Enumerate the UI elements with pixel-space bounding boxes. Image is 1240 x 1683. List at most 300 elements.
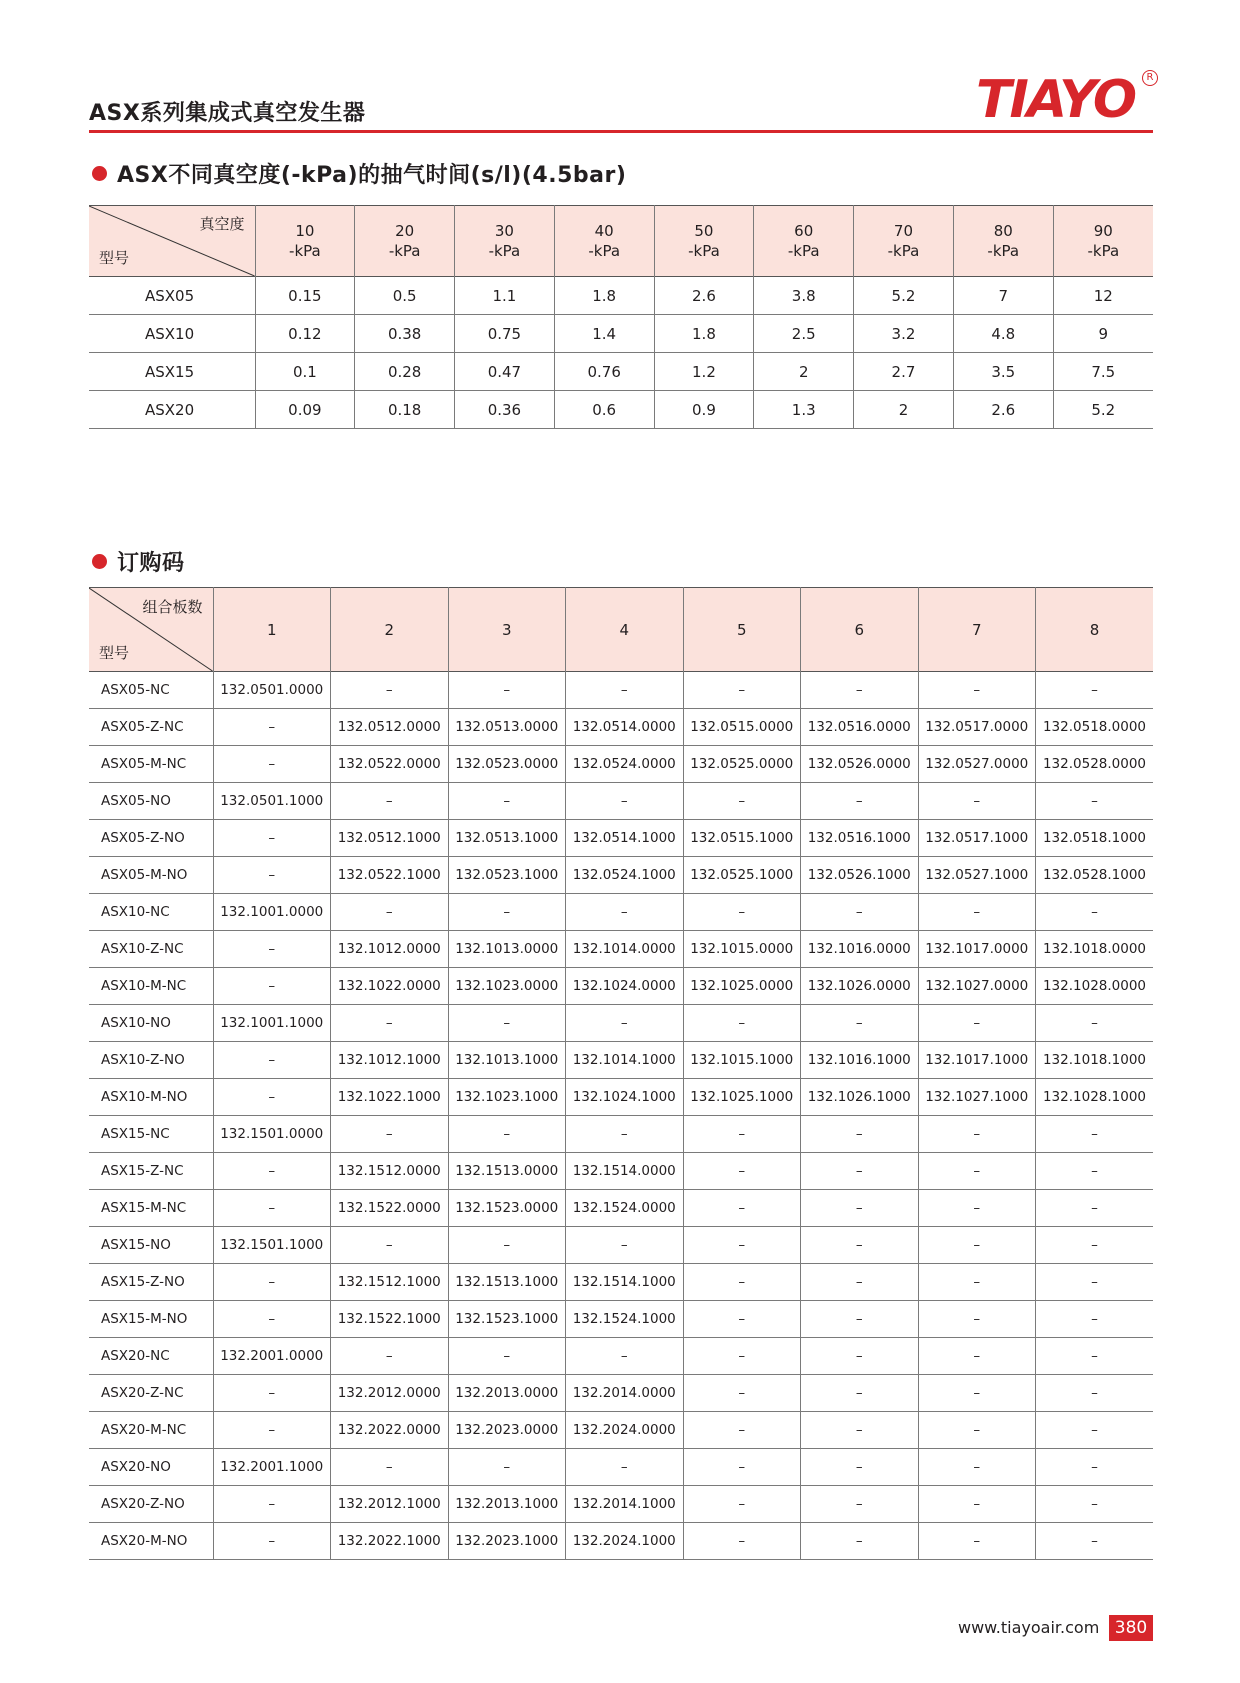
order-code-cell: –: [801, 1375, 919, 1412]
order-code-cell: 132.1001.1000: [213, 1005, 331, 1042]
table-row: [89, 1153, 1153, 1190]
order-code-cell: 132.0525.1000: [683, 857, 801, 894]
order-code-cell: 132.0524.1000: [566, 857, 684, 894]
order-code-cell: –: [801, 1486, 919, 1523]
column-header-value: 90: [1093, 222, 1113, 240]
column-header: [654, 206, 754, 277]
value-cell: 2.5: [754, 315, 854, 353]
value-cell: 0.36: [455, 391, 555, 429]
column-header: [754, 206, 854, 277]
model-cell: ASX10-Z-NO: [89, 1042, 213, 1079]
order-code-cell: –: [918, 1338, 1036, 1375]
page-title: ASX系列集成式真空发生器: [89, 101, 366, 126]
table-header-row: [89, 588, 1153, 672]
order-code-cell: 132.1026.1000: [801, 1079, 919, 1116]
order-code-cell: 132.1022.1000: [331, 1079, 449, 1116]
order-code-cell: 132.1023.0000: [448, 968, 566, 1005]
order-code-cell: 132.0527.0000: [918, 746, 1036, 783]
order-code-cell: –: [801, 1301, 919, 1338]
value-cell: 1.4: [554, 315, 654, 353]
order-code-cell: –: [566, 1005, 684, 1042]
value-cell: 0.9: [654, 391, 754, 429]
order-code-cell: –: [213, 746, 331, 783]
corner-label-model: 型号: [99, 249, 130, 267]
model-cell: ASX15: [89, 353, 255, 391]
order-code-cell: –: [1036, 1412, 1154, 1449]
order-code-cell: –: [918, 1153, 1036, 1190]
order-code-cell: 132.1523.0000: [448, 1190, 566, 1227]
order-code-cell: –: [448, 1449, 566, 1486]
order-code-cell: 132.1513.1000: [448, 1264, 566, 1301]
model-cell: ASX05-M-NO: [89, 857, 213, 894]
column-header: [455, 206, 555, 277]
bullet-icon: [92, 554, 107, 569]
order-code-cell: 132.0501.1000: [213, 783, 331, 820]
order-code-cell: –: [213, 1301, 331, 1338]
value-cell: 0.6: [554, 391, 654, 429]
column-header: 3: [448, 588, 566, 672]
order-code-cell: –: [213, 1264, 331, 1301]
column-header-unit: -kPa: [289, 242, 321, 260]
value-cell: 4.8: [953, 315, 1053, 353]
value-cell: 3.2: [854, 315, 954, 353]
table-row: [89, 1486, 1153, 1523]
section-title-evacuation: [92, 158, 626, 189]
order-code-cell: –: [801, 1412, 919, 1449]
order-code-cell: –: [448, 672, 566, 709]
value-cell: 0.18: [355, 391, 455, 429]
value-cell: 1.1: [455, 277, 555, 315]
value-cell: 0.5: [355, 277, 455, 315]
order-code-cell: –: [448, 1227, 566, 1264]
order-code-cell: –: [448, 894, 566, 931]
order-code-cell: 132.1013.0000: [448, 931, 566, 968]
order-code-cell: 132.1018.1000: [1036, 1042, 1154, 1079]
order-code-cell: –: [1036, 1486, 1154, 1523]
order-code-cell: 132.2024.1000: [566, 1523, 684, 1560]
order-code-cell: 132.1501.1000: [213, 1227, 331, 1264]
header-corner-cell: [89, 206, 255, 277]
value-cell: 7.5: [1053, 353, 1153, 391]
order-code-cell: 132.1027.1000: [918, 1079, 1036, 1116]
column-header: [355, 206, 455, 277]
order-code-cell: –: [918, 1523, 1036, 1560]
order-code-cell: 132.1016.0000: [801, 931, 919, 968]
table-row: [89, 277, 1153, 315]
order-code-cell: 132.1015.0000: [683, 931, 801, 968]
section-title-order-code: [92, 546, 185, 577]
order-code-cell: 132.0523.0000: [448, 746, 566, 783]
order-code-table: [89, 587, 1153, 1560]
order-code-cell: –: [683, 1301, 801, 1338]
order-code-cell: –: [331, 1116, 449, 1153]
value-cell: 0.15: [255, 277, 355, 315]
value-cell: 0.76: [554, 353, 654, 391]
order-code-cell: 132.0526.0000: [801, 746, 919, 783]
order-code-cell: –: [1036, 1005, 1154, 1042]
order-code-cell: –: [1036, 1264, 1154, 1301]
order-code-cell: 132.1013.1000: [448, 1042, 566, 1079]
order-code-cell: –: [566, 1227, 684, 1264]
value-cell: 2.6: [654, 277, 754, 315]
model-cell: ASX20-M-NC: [89, 1412, 213, 1449]
order-code-cell: –: [918, 1301, 1036, 1338]
order-code-cell: 132.0514.0000: [566, 709, 684, 746]
order-code-cell: –: [683, 1338, 801, 1375]
order-code-cell: 132.1522.1000: [331, 1301, 449, 1338]
order-code-cell: –: [683, 1523, 801, 1560]
value-cell: 9: [1053, 315, 1153, 353]
model-cell: ASX10-M-NC: [89, 968, 213, 1005]
column-header: 1: [213, 588, 331, 672]
order-code-cell: –: [801, 1523, 919, 1560]
order-code-cell: 132.1012.1000: [331, 1042, 449, 1079]
order-code-cell: 132.2022.1000: [331, 1523, 449, 1560]
column-header: [953, 206, 1053, 277]
order-code-cell: 132.0522.0000: [331, 746, 449, 783]
value-cell: 2: [854, 391, 954, 429]
order-code-cell: 132.1524.0000: [566, 1190, 684, 1227]
model-cell: ASX10-Z-NC: [89, 931, 213, 968]
column-header: 8: [1036, 588, 1154, 672]
model-cell: ASX15-NC: [89, 1116, 213, 1153]
model-cell: ASX15-M-NO: [89, 1301, 213, 1338]
order-code-cell: –: [1036, 1375, 1154, 1412]
order-code-cell: –: [683, 1005, 801, 1042]
page-number: 380: [1109, 1615, 1153, 1641]
order-code-cell: 132.2022.0000: [331, 1412, 449, 1449]
value-cell: 2.7: [854, 353, 954, 391]
order-code-cell: 132.1024.1000: [566, 1079, 684, 1116]
order-code-cell: –: [1036, 1449, 1154, 1486]
order-code-cell: 132.0524.0000: [566, 746, 684, 783]
order-code-cell: 132.0523.1000: [448, 857, 566, 894]
value-cell: 0.28: [355, 353, 455, 391]
value-cell: 0.75: [455, 315, 555, 353]
order-code-cell: 132.1524.1000: [566, 1301, 684, 1338]
order-code-cell: –: [448, 1338, 566, 1375]
column-header: 6: [801, 588, 919, 672]
table-row: [89, 1042, 1153, 1079]
order-code-cell: –: [213, 1153, 331, 1190]
order-code-cell: –: [801, 1264, 919, 1301]
table-row: [89, 1449, 1153, 1486]
section-title-text: 订购码: [117, 551, 185, 576]
registered-mark-icon: R: [1142, 70, 1158, 86]
order-code-cell: 132.2014.0000: [566, 1375, 684, 1412]
order-code-cell: –: [448, 1116, 566, 1153]
column-header-unit: -kPa: [787, 242, 820, 260]
order-code-cell: 132.1028.0000: [1036, 968, 1154, 1005]
order-code-cell: 132.2013.0000: [448, 1375, 566, 1412]
column-header-value: 40: [594, 222, 614, 240]
order-code-cell: 132.1522.0000: [331, 1190, 449, 1227]
order-code-cell: 132.1012.0000: [331, 931, 449, 968]
value-cell: 7: [953, 277, 1053, 315]
model-cell: ASX15-M-NC: [89, 1190, 213, 1227]
value-cell: 0.1: [255, 353, 355, 391]
order-code-cell: –: [1036, 1523, 1154, 1560]
order-code-cell: 132.1513.0000: [448, 1153, 566, 1190]
order-code-cell: –: [683, 1375, 801, 1412]
model-cell: ASX20-Z-NO: [89, 1486, 213, 1523]
order-code-cell: 132.0513.1000: [448, 820, 566, 857]
order-code-cell: –: [331, 1227, 449, 1264]
table-row: [89, 1264, 1153, 1301]
column-header: 2: [331, 588, 449, 672]
order-code-cell: –: [1036, 1190, 1154, 1227]
order-code-cell: 132.1018.0000: [1036, 931, 1154, 968]
model-cell: ASX20: [89, 391, 255, 429]
column-header: [1053, 206, 1153, 277]
table-row: [89, 1523, 1153, 1560]
order-code-cell: –: [213, 1375, 331, 1412]
order-code-cell: 132.0527.1000: [918, 857, 1036, 894]
order-code-cell: –: [213, 931, 331, 968]
order-code-cell: –: [918, 1264, 1036, 1301]
order-code-cell: –: [331, 1338, 449, 1375]
order-code-cell: –: [918, 894, 1036, 931]
header-divider: [89, 130, 1153, 133]
column-header: [255, 206, 355, 277]
tiayo-logo: [976, 72, 1158, 128]
order-code-cell: 132.2001.0000: [213, 1338, 331, 1375]
order-code-cell: –: [801, 1227, 919, 1264]
table-row: [89, 1375, 1153, 1412]
order-code-cell: 132.1025.0000: [683, 968, 801, 1005]
corner-label-model: 型号: [99, 644, 130, 662]
order-code-cell: –: [1036, 894, 1154, 931]
order-code-cell: –: [331, 1449, 449, 1486]
order-code-cell: 132.0512.0000: [331, 709, 449, 746]
corner-label-vacuum: 真空度: [199, 215, 245, 233]
order-code-cell: –: [213, 1042, 331, 1079]
order-code-cell: 132.1027.0000: [918, 968, 1036, 1005]
order-code-cell: 132.1016.1000: [801, 1042, 919, 1079]
order-code-cell: 132.2013.1000: [448, 1486, 566, 1523]
order-code-cell: –: [683, 1412, 801, 1449]
value-cell: 0.38: [355, 315, 455, 353]
evacuation-time-table: [89, 205, 1153, 429]
order-code-cell: –: [801, 1116, 919, 1153]
table-row: [89, 1116, 1153, 1153]
model-cell: ASX20-Z-NC: [89, 1375, 213, 1412]
order-code-cell: –: [801, 1005, 919, 1042]
order-code-cell: –: [683, 894, 801, 931]
order-code-cell: –: [801, 1153, 919, 1190]
order-code-cell: 132.0522.1000: [331, 857, 449, 894]
order-code-cell: 132.0517.0000: [918, 709, 1036, 746]
value-cell: 1.8: [654, 315, 754, 353]
order-code-cell: –: [213, 709, 331, 746]
table-row: [89, 1079, 1153, 1116]
order-code-cell: –: [683, 1116, 801, 1153]
order-code-cell: –: [801, 1449, 919, 1486]
order-code-cell: –: [1036, 1153, 1154, 1190]
order-code-cell: 132.1523.1000: [448, 1301, 566, 1338]
column-header: 7: [918, 588, 1036, 672]
order-code-cell: –: [918, 1486, 1036, 1523]
order-code-cell: –: [918, 1005, 1036, 1042]
model-cell: ASX05-Z-NC: [89, 709, 213, 746]
order-code-cell: –: [566, 783, 684, 820]
table-row: [89, 746, 1153, 783]
order-code-cell: –: [918, 1449, 1036, 1486]
order-code-cell: –: [683, 1486, 801, 1523]
order-code-cell: 132.0516.0000: [801, 709, 919, 746]
order-code-cell: –: [801, 1338, 919, 1375]
model-cell: ASX05-NC: [89, 672, 213, 709]
order-code-cell: –: [683, 1449, 801, 1486]
order-code-cell: –: [1036, 1338, 1154, 1375]
table-row: [89, 391, 1153, 429]
order-code-cell: 132.0515.0000: [683, 709, 801, 746]
order-code-cell: –: [448, 783, 566, 820]
order-code-cell: –: [213, 820, 331, 857]
order-code-cell: 132.1512.1000: [331, 1264, 449, 1301]
order-code-cell: 132.0501.0000: [213, 672, 331, 709]
column-header: [554, 206, 654, 277]
order-code-cell: 132.0516.1000: [801, 820, 919, 857]
order-code-cell: 132.2001.1000: [213, 1449, 331, 1486]
column-header-unit: -kPa: [987, 242, 1020, 260]
order-code-cell: 132.1017.1000: [918, 1042, 1036, 1079]
value-cell: 2.6: [953, 391, 1053, 429]
model-cell: ASX20-M-NO: [89, 1523, 213, 1560]
table-row: [89, 1338, 1153, 1375]
value-cell: 12: [1053, 277, 1153, 315]
order-code-cell: 132.0515.1000: [683, 820, 801, 857]
order-code-cell: –: [918, 1227, 1036, 1264]
model-cell: ASX20-NC: [89, 1338, 213, 1375]
order-code-cell: 132.1514.0000: [566, 1153, 684, 1190]
order-code-cell: 132.2014.1000: [566, 1486, 684, 1523]
order-code-cell: 132.0528.0000: [1036, 746, 1154, 783]
column-header-value: 30: [494, 222, 514, 240]
table-row: [89, 1301, 1153, 1338]
order-code-cell: –: [213, 1190, 331, 1227]
table-row: [89, 672, 1153, 709]
corner-label-boards: 组合板数: [142, 598, 203, 616]
table-row: [89, 1005, 1153, 1042]
column-header: [854, 206, 954, 277]
order-code-cell: 132.1014.1000: [566, 1042, 684, 1079]
order-code-cell: –: [213, 1079, 331, 1116]
order-code-cell: 132.1026.0000: [801, 968, 919, 1005]
order-code-cell: 132.1514.1000: [566, 1264, 684, 1301]
order-code-cell: 132.2012.1000: [331, 1486, 449, 1523]
value-cell: 5.2: [854, 277, 954, 315]
order-code-cell: –: [918, 1375, 1036, 1412]
order-code-cell: 132.0518.1000: [1036, 820, 1154, 857]
value-cell: 0.12: [255, 315, 355, 353]
order-code-cell: 132.0512.1000: [331, 820, 449, 857]
logo-wordmark: TIAYO: [976, 70, 1136, 130]
order-code-cell: –: [918, 1190, 1036, 1227]
table-row: [89, 783, 1153, 820]
table-row: [89, 1227, 1153, 1264]
order-code-cell: 132.1022.0000: [331, 968, 449, 1005]
order-code-cell: 132.0518.0000: [1036, 709, 1154, 746]
order-code-cell: –: [1036, 1116, 1154, 1153]
model-cell: ASX15-Z-NC: [89, 1153, 213, 1190]
table-row: [89, 820, 1153, 857]
model-cell: ASX10-NO: [89, 1005, 213, 1042]
order-code-cell: 132.1017.0000: [918, 931, 1036, 968]
order-code-cell: –: [683, 672, 801, 709]
section-title-text: ASX不同真空度(-kPa)的抽气时间(s/l)(4.5bar): [117, 163, 627, 188]
column-header-value: 70: [893, 222, 914, 240]
order-code-cell: –: [566, 672, 684, 709]
order-code-cell: –: [801, 783, 919, 820]
table-row: [89, 1190, 1153, 1227]
order-code-cell: 132.0514.1000: [566, 820, 684, 857]
order-code-cell: 132.1015.1000: [683, 1042, 801, 1079]
model-cell: ASX05-M-NC: [89, 746, 213, 783]
order-code-cell: 132.0526.1000: [801, 857, 919, 894]
order-code-cell: 132.0525.0000: [683, 746, 801, 783]
table-row: [89, 1412, 1153, 1449]
order-code-cell: 132.1025.1000: [683, 1079, 801, 1116]
footer-website: www.tiayoair.com: [958, 1618, 1100, 1637]
table-header-row: [89, 206, 1153, 277]
order-code-cell: –: [213, 968, 331, 1005]
table-row: [89, 353, 1153, 391]
order-code-cell: –: [801, 1190, 919, 1227]
column-header-unit: -kPa: [388, 242, 421, 260]
bullet-icon: [92, 166, 107, 181]
order-code-cell: –: [918, 783, 1036, 820]
order-code-cell: 132.2024.0000: [566, 1412, 684, 1449]
column-header-value: 10: [295, 222, 315, 240]
order-code-cell: –: [1036, 1301, 1154, 1338]
value-cell: 0.09: [255, 391, 355, 429]
header-corner-cell: [89, 588, 213, 672]
order-code-cell: –: [918, 672, 1036, 709]
order-code-cell: –: [566, 1116, 684, 1153]
order-code-cell: 132.0513.0000: [448, 709, 566, 746]
order-code-cell: 132.1023.1000: [448, 1079, 566, 1116]
order-code-cell: –: [918, 1116, 1036, 1153]
model-cell: ASX10-NC: [89, 894, 213, 931]
value-cell: 1.3: [754, 391, 854, 429]
order-code-cell: –: [331, 783, 449, 820]
order-code-cell: –: [331, 672, 449, 709]
order-code-cell: –: [331, 894, 449, 931]
table-row: [89, 894, 1153, 931]
column-header-unit: -kPa: [1087, 242, 1120, 260]
value-cell: 1.8: [554, 277, 654, 315]
value-cell: 2: [754, 353, 854, 391]
order-code-cell: –: [683, 1264, 801, 1301]
order-code-cell: 132.1501.0000: [213, 1116, 331, 1153]
column-header-value: 60: [794, 222, 814, 240]
table-row: [89, 931, 1153, 968]
column-header: 4: [566, 588, 684, 672]
model-cell: ASX15-NO: [89, 1227, 213, 1264]
order-code-cell: –: [213, 1412, 331, 1449]
order-code-cell: –: [331, 1005, 449, 1042]
model-cell: ASX20-NO: [89, 1449, 213, 1486]
column-header-value: 20: [395, 222, 415, 240]
column-header-unit: -kPa: [688, 242, 720, 260]
order-code-cell: –: [566, 894, 684, 931]
order-code-cell: –: [213, 1486, 331, 1523]
order-code-cell: –: [1036, 672, 1154, 709]
order-code-cell: –: [683, 1153, 801, 1190]
order-code-cell: 132.0517.1000: [918, 820, 1036, 857]
model-cell: ASX10-M-NO: [89, 1079, 213, 1116]
